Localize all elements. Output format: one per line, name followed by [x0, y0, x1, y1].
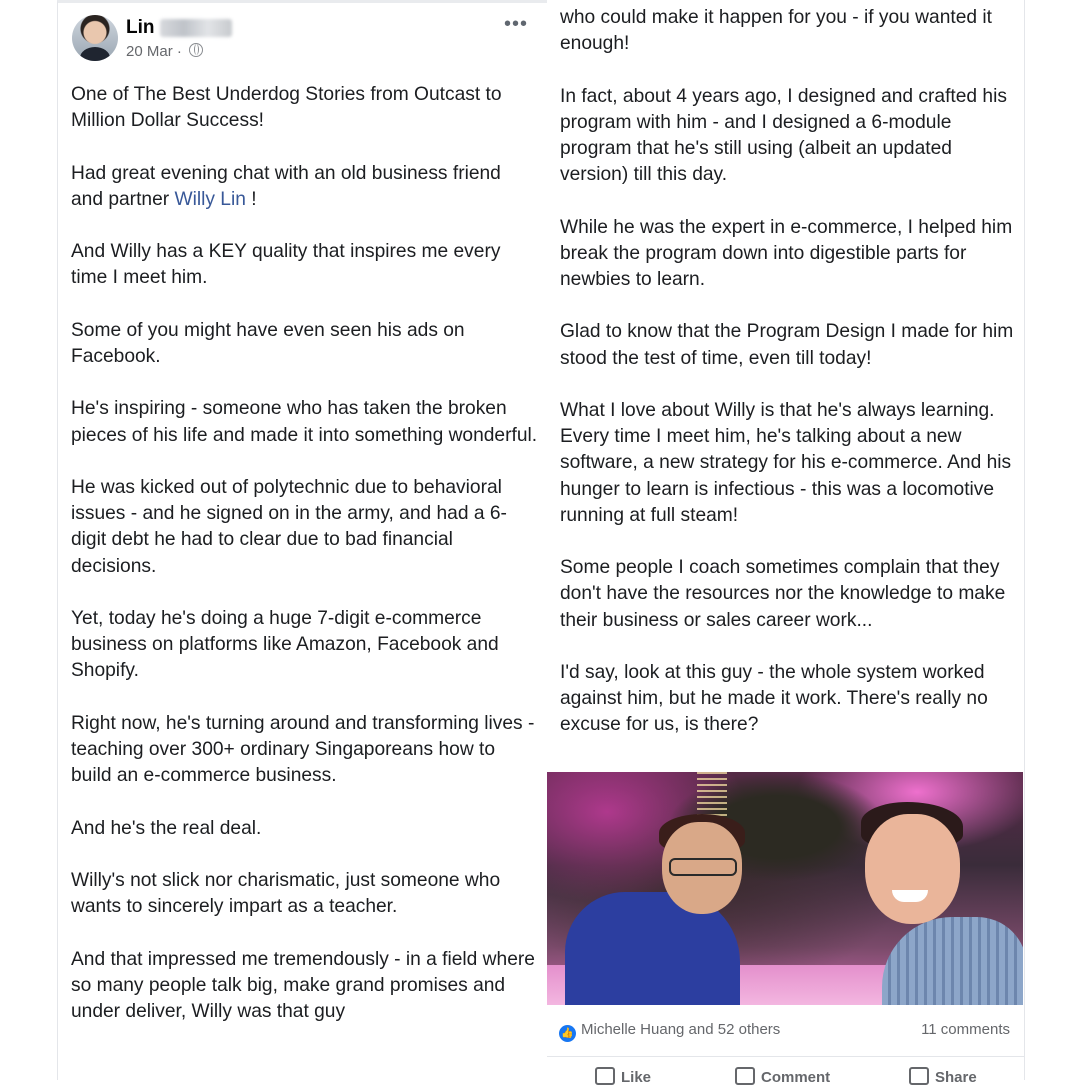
post-photo[interactable]: [547, 772, 1023, 1005]
post-paragraph: He was kicked out of polytechnic due to behavioral issues - and he signed on in the army, and had a 6-digit debt he had to clear due to bad financial decisions.: [71, 476, 507, 577]
reactions-bar: [559, 1021, 1010, 1043]
post-paragraph: And that impressed me tremendously - in a field where so many people talk big, make grand promises and under deliver, Willy was that guy: [71, 948, 535, 1022]
post-paragraph: In fact, about 4 years ago, I designed and crafted his program with him - and I designed a 6-module program that he's still using (albeit an updated version) till this day.: [560, 85, 1007, 186]
comment-bubble-icon: [735, 1067, 755, 1085]
share-arrow-icon: [909, 1067, 929, 1085]
comment-count[interactable]: 11 comments: [921, 1021, 1010, 1038]
photo-person-right: [882, 917, 1023, 1005]
photo-person-right-face: [865, 814, 960, 924]
paragraph-text: Had great evening chat with an old business friend and partner: [71, 162, 501, 210]
post-right-column: [547, 0, 1025, 1086]
share-button[interactable]: [909, 1067, 977, 1086]
post-paragraph: I'd say, look at this guy - the whole system worked against him, but he made it work. There's really no excuse for us, is there?: [560, 661, 988, 736]
post-meta: [126, 43, 203, 60]
share-label: Share: [935, 1069, 977, 1086]
post-paragraph: who could make it happen for you - if you wanted it enough!: [560, 7, 992, 55]
meta-separator: ·: [176, 43, 182, 60]
post-paragraph: While he was the expert in e-commerce, I helped him break the program down into digestible parts for newbies to learn.: [560, 216, 1013, 290]
post-paragraph: And Willy has a KEY quality that inspires me every time I meet him.: [71, 241, 501, 289]
post-left-column: [57, 0, 549, 1080]
reaction-summary[interactable]: Michelle Huang and 52 others: [581, 1021, 781, 1038]
more-horizontal-icon[interactable]: •••: [503, 13, 528, 35]
post-paragraph: Right now, he's turning around and transforming lives - teaching over 300+ ordinary Singaporeans how to build an e-commerce business.: [71, 712, 535, 787]
post-paragraph: Some of you might have even seen his ads on Facebook.: [71, 319, 465, 367]
comment-label: Comment: [761, 1069, 831, 1086]
globe-icon: [189, 43, 203, 57]
post-paragraph: One of The Best Underdog Stories from Outcast to Million Dollar Success!: [71, 84, 502, 132]
post-paragraph: Some people I coach sometimes complain that they don't have the resources nor the knowledge to make their business or sales career work...: [560, 557, 1006, 631]
like-reaction-icon: 👍: [559, 1025, 576, 1042]
like-label: Like: [621, 1069, 652, 1086]
photo-person-left-glasses: [669, 858, 737, 876]
post-paragraph: What I love about Willy is that he's always learning. Every time I meet him, he's talking about a new software, a new strategy for his e-commerce. And his hunger to learn is infectious - this was a locomotive running at full steam!: [560, 399, 1012, 526]
author-name[interactable]: Lin: [126, 17, 155, 38]
author-name-redaction: [160, 19, 232, 37]
post-date[interactable]: 20 Mar: [126, 43, 173, 60]
post-paragraph: Glad to know that the Program Design I made for him stood the test of time, even till today!: [560, 321, 1014, 369]
post-paragraph: And he's the real deal.: [71, 817, 262, 839]
thumbs-up-icon: [595, 1067, 615, 1085]
post-paragraph: He's inspiring - someone who has taken the broken pieces of his life and made it into something wonderful.: [71, 398, 538, 446]
comment-button[interactable]: [735, 1067, 830, 1086]
paragraph-text: !: [245, 188, 257, 210]
post-paragraph: Yet, today he's doing a huge 7-digit e-commerce business on platforms like Amazon, Facebook and Shopify.: [71, 607, 499, 682]
author-avatar[interactable]: [72, 15, 118, 61]
mention-link[interactable]: Willy Lin: [174, 188, 246, 210]
post-header: [72, 15, 534, 65]
post-paragraph: [71, 161, 538, 213]
post-body-left: [71, 82, 538, 1051]
post-body-right: [560, 5, 1014, 765]
post-action-bar: [547, 1056, 1024, 1086]
like-button[interactable]: [595, 1067, 651, 1086]
post-paragraph: Willy's not slick nor charismatic, just someone who wants to sincerely impart as a teacher.: [71, 869, 501, 918]
